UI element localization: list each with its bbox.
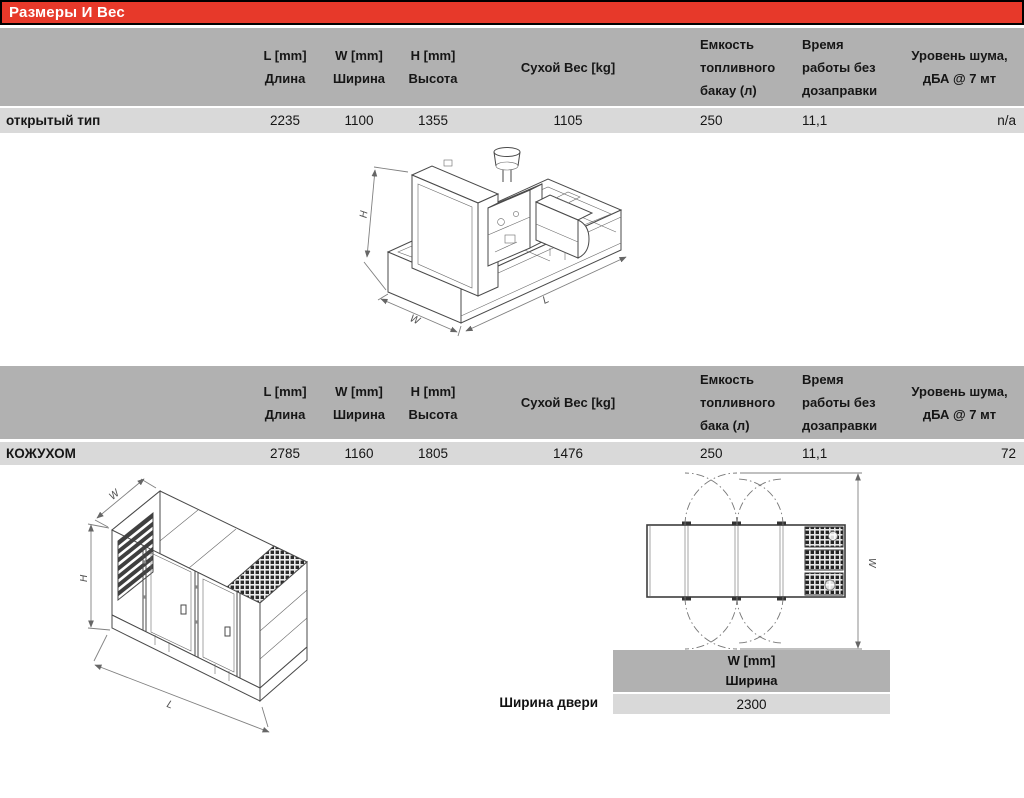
door-table-value: 2300 <box>613 694 890 714</box>
canopy-header-height: H [mm] Высота <box>408 383 458 422</box>
dim-label-w: W <box>107 487 123 503</box>
door-table-header: W [mm] Ширина <box>613 650 890 692</box>
canopy-row-length: 2785 <box>269 446 301 461</box>
open-header-width: W [mm] Ширина <box>332 48 386 86</box>
canopy-row-height: 1805 <box>417 446 449 461</box>
fan-circle <box>829 532 838 541</box>
open-table-header <box>0 28 1024 106</box>
dim-label-h: H <box>79 574 90 582</box>
canopy-row-noise: 72 <box>1000 446 1016 461</box>
dim-label-w: W <box>866 558 877 568</box>
open-row-height: 1355 <box>417 113 449 128</box>
canopy-header-length: L [mm] Длина <box>263 383 307 422</box>
canopy-header-width: W [mm] Ширина <box>332 383 386 422</box>
dim-label-l: L <box>541 294 551 307</box>
open-header-dry-weight: Сухой Вес [kg] <box>520 59 616 75</box>
canopy-genset-drawing <box>55 465 355 735</box>
open-row-fuel: 250 <box>700 113 723 128</box>
section-title-bar <box>0 0 1024 25</box>
open-row-length: 2235 <box>269 113 301 128</box>
canopy-header-fuel-tank: Емкость топливного бака (л) <box>700 372 776 433</box>
top-view-drawing <box>600 465 900 657</box>
open-row-label: открытый тип <box>6 113 101 128</box>
canopy-header-noise: Уровень шума, дБА @ 7 мт <box>911 383 1008 422</box>
canopy-header-empty <box>0 366 248 439</box>
door-table-label: Ширина двери <box>499 695 598 710</box>
open-header-length: L [mm] Длина <box>263 48 307 86</box>
canopy-table-header <box>0 366 1024 439</box>
open-header-runtime: Время работы без дозаправки <box>802 36 878 98</box>
canopy-row-fuel: 250 <box>700 446 723 461</box>
dim-label-w: W <box>408 313 422 328</box>
open-row-weight: 1105 <box>553 113 583 128</box>
open-header-noise: Уровень шума, дБА @ 7 мт <box>911 48 1008 86</box>
canopy-table-row <box>0 442 1024 465</box>
canopy-header-runtime: Время работы без дозаправки <box>802 372 878 433</box>
air-cleaner <box>494 148 520 183</box>
fan-circle <box>825 580 835 590</box>
open-row-runtime: 11,1 <box>802 113 828 128</box>
grille-plan <box>805 527 843 595</box>
canopy-header-dry-weight: Сухой Вес [kg] <box>520 395 616 410</box>
canopy-row-weight: 1476 <box>552 446 584 461</box>
dim-label-l: L <box>164 699 175 712</box>
open-row-width: 1100 <box>344 113 374 128</box>
section-title: Размеры И Вес <box>9 4 125 21</box>
open-row-noise: n/a <box>997 113 1016 128</box>
canopy-row-runtime: 11,1 <box>802 446 828 461</box>
canopy-body <box>112 491 307 688</box>
open-header-fuel-tank: Емкость топливного бакау (л) <box>700 36 776 98</box>
canopy-row-width: 1160 <box>344 446 374 461</box>
open-header-height: H [mm] Высота <box>408 48 458 86</box>
open-genset-drawing <box>360 140 660 360</box>
dim-label-h: H <box>358 209 371 219</box>
open-table-row <box>0 108 1024 133</box>
open-header-empty <box>0 28 248 106</box>
canopy-row-label: КОЖУХОМ <box>6 446 76 461</box>
